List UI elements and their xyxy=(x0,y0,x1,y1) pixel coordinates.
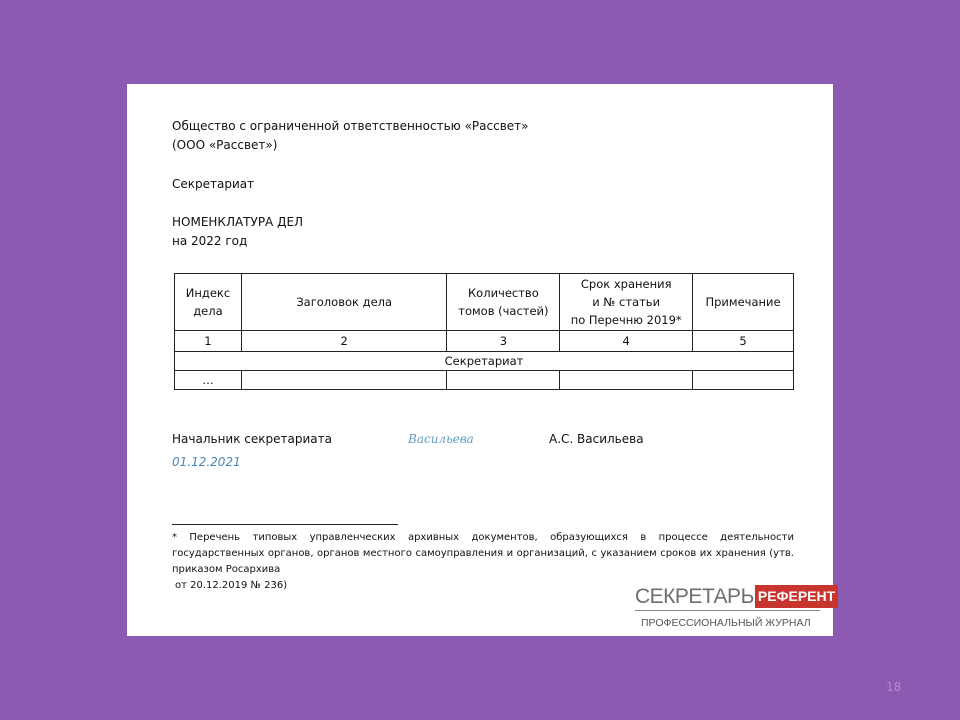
column-number: 5 xyxy=(693,331,794,352)
header-volumes: Количество томов (частей) xyxy=(447,274,560,331)
signature-date: 01.12.2021 xyxy=(172,455,241,469)
doc-year: на 2022 год xyxy=(172,234,248,248)
header-title: Заголовок дела xyxy=(241,274,447,331)
nomenclature-table xyxy=(174,273,794,390)
slide-page-number: 18 xyxy=(886,680,902,694)
ellipsis-cell: … xyxy=(175,371,242,390)
column-number: 1 xyxy=(175,331,242,352)
header-note: Примечание xyxy=(693,274,794,331)
org-short-name: (ООО «Рассвет») xyxy=(172,138,278,152)
footnote-text: * Перечень типовых управленческих архивных документов, образующихся в процессе деятельности государственных органов, органов местного самоуправления и организаций, с указанием сроков их хранения (утв. приказом Росархива xyxy=(172,532,794,575)
table-row xyxy=(175,371,794,390)
column-number: 2 xyxy=(241,331,447,352)
logo-word-secretary: СЕКРЕТАРЬ xyxy=(635,585,754,608)
signer-position: Начальник секретариата xyxy=(172,432,332,446)
doc-title: НОМЕНКЛАТУРА ДЕЛ xyxy=(172,215,304,229)
table-header-row xyxy=(175,274,794,331)
column-number: 4 xyxy=(560,331,693,352)
table-row xyxy=(175,352,794,371)
footnote-text-end: от 20.12.2019 № 236) xyxy=(175,580,288,591)
table-cell xyxy=(560,371,693,390)
document-page xyxy=(127,84,836,636)
table-cell xyxy=(447,371,560,390)
logo-word-referent: РЕФЕРЕНТ xyxy=(755,585,838,608)
table-cell xyxy=(693,371,794,390)
column-number: 3 xyxy=(447,331,560,352)
table-row xyxy=(175,331,794,352)
header-retention: Срок хранения и № статьи по Перечню 2019* xyxy=(560,274,693,331)
handwritten-signature: Васильева xyxy=(408,432,474,446)
signer-name: А.С. Васильева xyxy=(549,432,644,446)
logo-subtitle: ПРОФЕССИОНАЛЬНЫЙ ЖУРНАЛ xyxy=(641,617,811,629)
logo-divider xyxy=(635,610,820,611)
table-cell xyxy=(241,371,447,390)
footnote-divider xyxy=(172,524,398,525)
department-name: Секретариат xyxy=(172,177,255,191)
section-row: Секретариат xyxy=(175,352,794,371)
header-index: Индекс дела xyxy=(175,274,242,331)
journal-logo xyxy=(635,585,836,629)
org-full-name: Общество с ограниченной ответственностью «Рассвет» xyxy=(172,119,529,133)
